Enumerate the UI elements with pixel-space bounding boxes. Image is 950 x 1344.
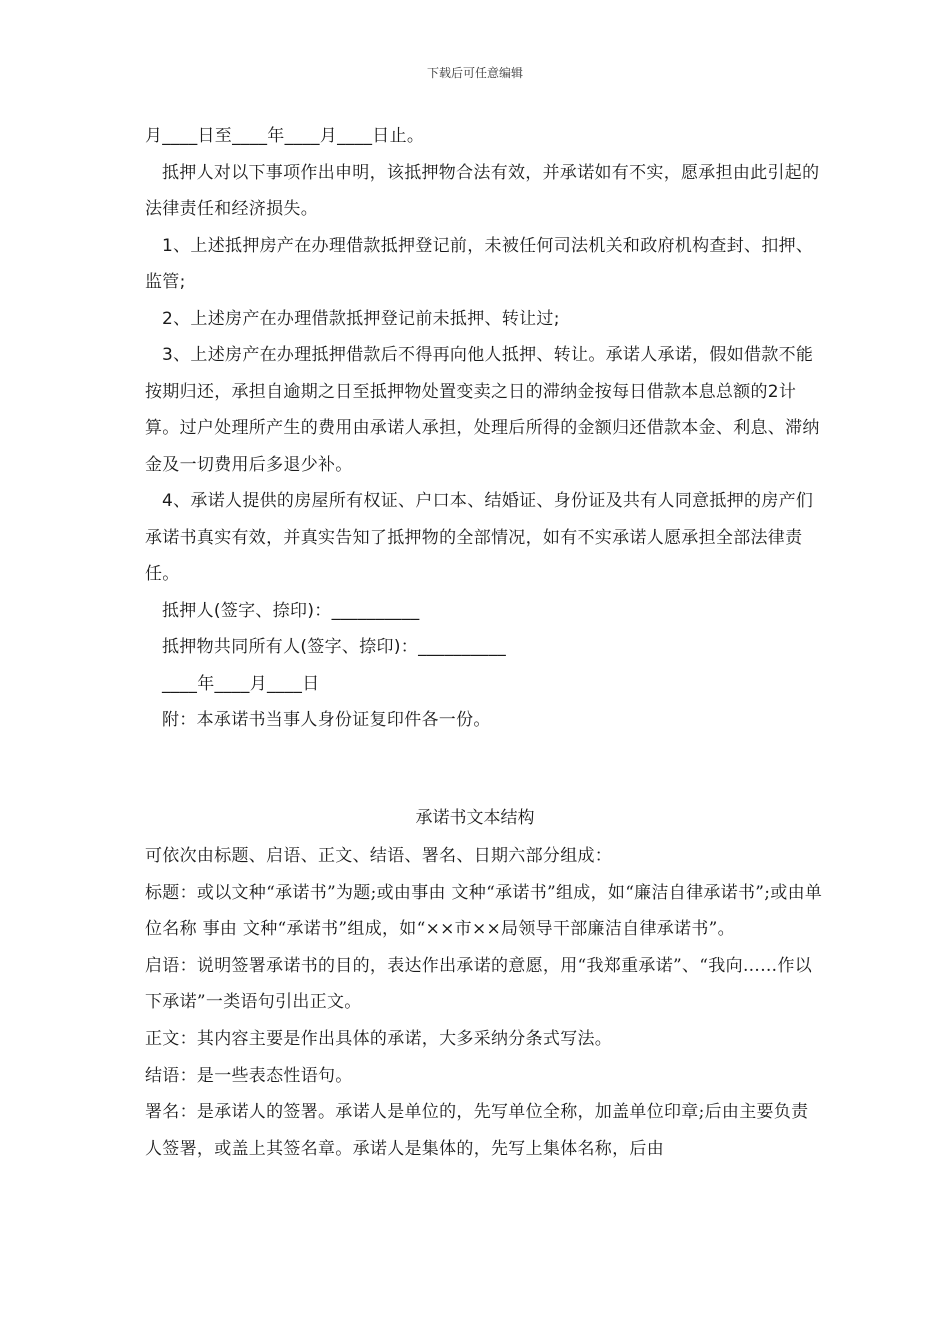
coowner-signature-line: 抵押物共同所有人(签字、捺印)：__________ bbox=[162, 637, 507, 657]
clause-1: 1、上述抵押房产在办理借款抵押登记前，未被任何司法机关和政府机构查封、扣押、监管; bbox=[145, 235, 814, 292]
section-title: 承诺书文本结构 bbox=[415, 808, 535, 828]
structure-opening-part: 启语：说明签署承诺书的目的，表达作出承诺的意愿，用“我郑重承诺”、“我向……作以下承诺”一类语句引出正文。 bbox=[145, 955, 813, 1013]
signature-date-line: ____年____月____日 bbox=[162, 673, 320, 694]
date-range-line: 月____日至____年____月____日止。 bbox=[145, 126, 425, 146]
structure-signature-part: 署名：是承诺人的签署。承诺人是单位的，先写单位全称，加盖单位印章;后由主要负责人签署，或盖上其签名章。承诺人是集体的，先写上集体名称，后由 bbox=[145, 1102, 809, 1159]
structure-title-part: 标题：或以文种“承诺书”为题;或由事由 文种“承诺书”组成，如“廉洁自律承诺书”;或由单位名称 事由 文种“承诺书”组成，如“××市××局领导干部廉洁自律承诺书”。 bbox=[145, 882, 823, 940]
attachment-note: 附：本承诺书当事人身份证复印件各一份。 bbox=[162, 710, 491, 730]
commitment-body bbox=[145, 118, 825, 739]
structure-intro: 可依次由标题、启语、正文、结语、署名、日期六部分组成： bbox=[145, 846, 613, 866]
clause-4: 4、承诺人提供的房屋所有权证、户口本、结婚证、身份证及共有人同意抵押的房产们承诺书真实有效，并真实告知了抵押物的全部情况，如有不实承诺人愿承担全部法律责任。 bbox=[145, 491, 814, 584]
mortgagor-signature-line: 抵押人(签字、捺印)：__________ bbox=[162, 600, 420, 621]
structure-body bbox=[145, 838, 825, 1167]
clause-3: 3、上述房产在办理抵押借款后不得再向他人抵押、转让。承诺人承诺，假如借款不能按期归还，承担自逾期之日至抵押物处置变卖之日的滞纳金按每日借款本息总额的2计算。过户处理所产生的费用由承诺人承担，处理后所得的金额归还借款本金、利息、滞纳金及一切费用后多退少补。 bbox=[145, 345, 820, 475]
clause-2: 2、上述房产在办理借款抵押登记前未抵押、转让过; bbox=[162, 308, 560, 329]
page-header: 下载后可任意编辑 bbox=[426, 66, 523, 80]
structure-body-part: 正文：其内容主要是作出具体的承诺，大多采纳分条式写法。 bbox=[145, 1028, 613, 1049]
structure-closing-part: 结语：是一些表态性语句。 bbox=[145, 1065, 353, 1086]
declaration-paragraph: 抵押人对以下事项作出申明，该抵押物合法有效，并承诺如有不实，愿承担由此引起的法律责任和经济损失。 bbox=[145, 162, 820, 219]
